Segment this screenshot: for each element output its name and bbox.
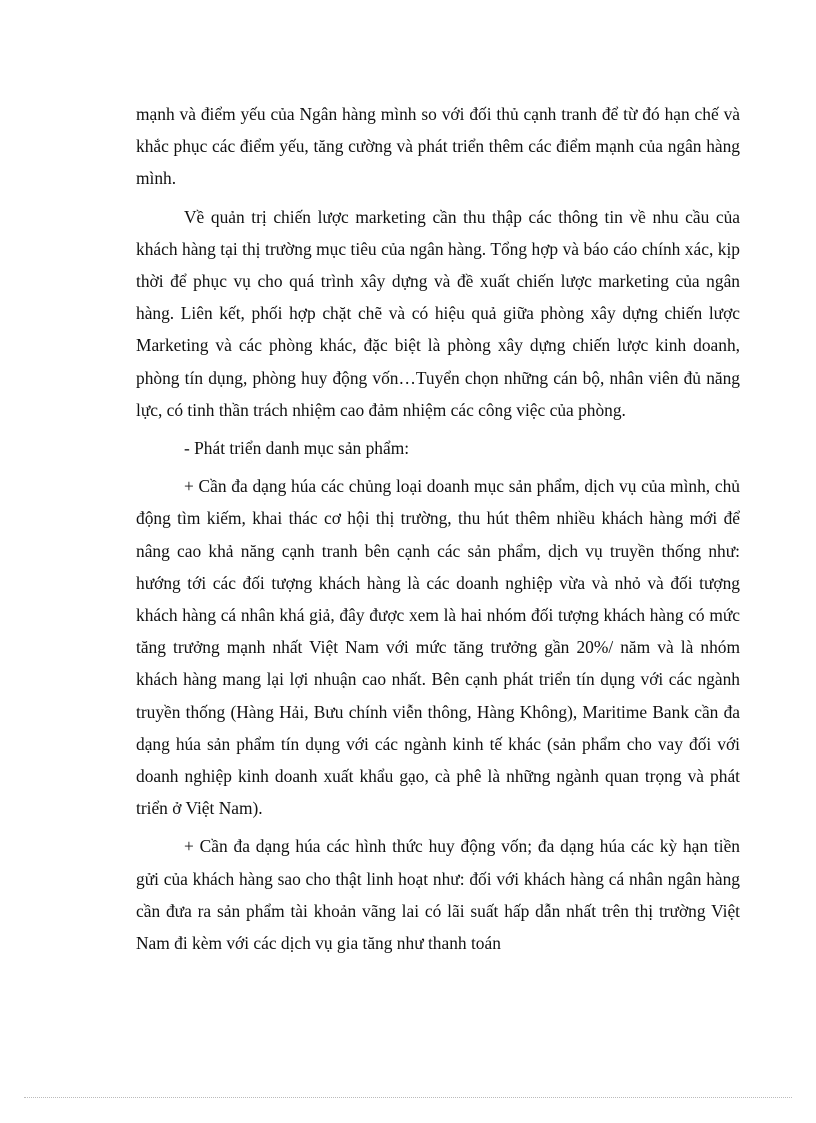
- page-bottom-divider: [24, 1097, 792, 1098]
- paragraph-product-diversification: + Cần đa dạng húa các chủng loại doanh mục sản phẩm, dịch vụ của mình, chủ động tìm kiếm, khai thác cơ hội thị trường, thu hút thêm nhiều khách hàng mới để nâng cao khả năng cạnh tranh bên cạnh các sản phẩm, dịch vụ truyền thống như: hướng tới các đối tượng khách hàng là các doanh nghiệp vừa và nhỏ và đối tượng khách hàng cá nhân khá giả, đây được xem là hai nhóm đối tượng khách hàng có mức tăng trưởng mạnh nhất Việt Nam với mức tăng trưởng gần 20%/ năm và là nhóm khách hàng mang lại lợi nhuận cao nhất. Bên cạnh phát triển tín dụng với các ngành truyền thống (Hàng Hải, Bưu chính viễn thông, Hàng Không), Maritime Bank cần đa dạng húa sản phẩm tín dụng với các ngành kinh tế khác (sản phẩm cho vay đối với doanh nghiệp kinh doanh xuất khẩu gạo, cà phê là những ngành quan trọng và phát triển ở Việt Nam).: [136, 476, 740, 819]
- paragraph-capital-mobilization: + Cần đa dạng húa các hình thức huy động vốn; đa dạng húa các kỳ hạn tiền gửi của khách hàng sao cho thật linh hoạt như: đối với khách hàng cá nhân ngân hàng cần đưa ra sản phẩm tài khoản vãng lai có lãi suất hấp dẫn nhất trên thị trường Việt Nam đi kèm với các dịch vụ gia tăng như thanh toán: [136, 836, 740, 954]
- paragraph-marketing-strategy: Về quản trị chiến lược marketing cần thu thập các thông tin về nhu cầu của khách hàng tại thị trường mục tiêu của ngân hàng. Tổng hợp và báo cáo chính xác, kịp thời để phục vụ cho quá trình xây dựng và đề xuất chiến lược marketing của ngân hàng. Liên kết, phối hợp chặt chẽ và có hiệu quả giữa phòng xây dựng chiến lược Marketing và các phòng khác, đặc biệt là phòng xây dựng chiến lược kinh doanh, phòng tín dụng, phòng huy động vốn…Tuyển chọn những cán bộ, nhân viên đủ năng lực, có tinh thần trách nhiệm cao đảm nhiệm các công việc của phòng.: [136, 206, 740, 420]
- paragraph-product-heading: - Phát triển danh mục sản phẩm:: [184, 438, 410, 459]
- document-body: [136, 98, 740, 965]
- paragraph-continuation: mạnh và điểm yếu của Ngân hàng mình so với đối thủ cạnh tranh để từ đó hạn chế và khắc phục các điểm yếu, tăng cường và phát triển thêm các điểm mạnh của ngân hàng mình.: [136, 104, 740, 189]
